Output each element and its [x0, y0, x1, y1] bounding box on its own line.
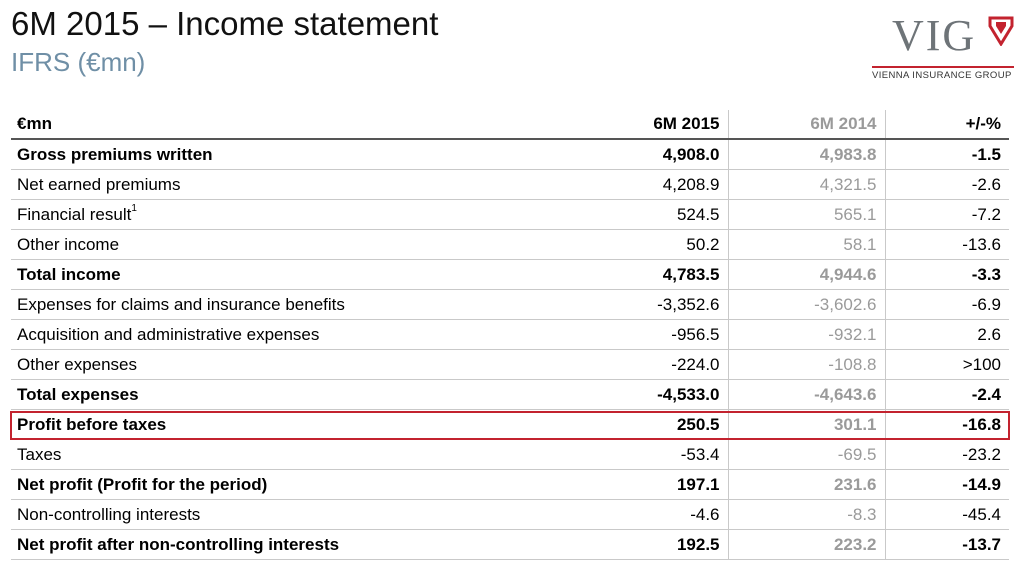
table-row	[11, 320, 1009, 350]
value-6m2014: 4,983.8	[728, 139, 885, 170]
row-label	[11, 410, 558, 440]
row-label-text: Other income	[17, 234, 120, 254]
logo-shield-icon	[988, 16, 1014, 46]
row-label-text: Expenses for claims and insurance benefits	[17, 294, 345, 314]
value-6m2015: 4,783.5	[558, 260, 728, 290]
value-6m2015: 4,208.9	[558, 170, 728, 200]
value-change: -14.9	[885, 470, 1009, 500]
row-label	[11, 530, 558, 560]
row-label-text: Total income	[17, 264, 121, 284]
value-6m2014: 223.2	[728, 530, 885, 560]
column-header-label: €mn	[11, 110, 558, 139]
row-label	[11, 260, 558, 290]
value-change: -2.4	[885, 380, 1009, 410]
table-row	[11, 139, 1009, 170]
value-change: -3.3	[885, 260, 1009, 290]
value-6m2015: 524.5	[558, 200, 728, 230]
value-change: -13.6	[885, 230, 1009, 260]
value-6m2015: -224.0	[558, 350, 728, 380]
value-6m2015: 4,908.0	[558, 139, 728, 170]
row-label	[11, 139, 558, 170]
value-6m2014: -4,643.6	[728, 380, 885, 410]
row-label-text: Gross premiums written	[17, 144, 213, 164]
value-change: -16.8	[885, 410, 1009, 440]
value-6m2014: 301.1	[728, 410, 885, 440]
page-title: 6M 2015 – Income statement	[11, 5, 439, 42]
row-label-text: Profit before taxes	[17, 414, 167, 434]
column-header-6m2014: 6M 2014	[728, 110, 885, 139]
value-6m2015: -3,352.6	[558, 290, 728, 320]
row-label	[11, 440, 558, 470]
value-6m2015: 192.5	[558, 530, 728, 560]
value-6m2014: -3,602.6	[728, 290, 885, 320]
value-change: 2.6	[885, 320, 1009, 350]
logo-rule	[872, 66, 1014, 68]
value-6m2014: -8.3	[728, 500, 885, 530]
value-6m2014: -108.8	[728, 350, 885, 380]
value-6m2015: -956.5	[558, 320, 728, 350]
row-label	[11, 230, 558, 260]
logo-text: VIG	[892, 11, 977, 60]
value-6m2014: 4,321.5	[728, 170, 885, 200]
value-6m2014: 58.1	[728, 230, 885, 260]
value-change: -6.9	[885, 290, 1009, 320]
value-6m2015: 250.5	[558, 410, 728, 440]
income-statement-table	[11, 110, 1009, 560]
row-label-text: Acquisition and administrative expenses	[17, 324, 320, 344]
value-change: -23.2	[885, 440, 1009, 470]
table-row	[11, 380, 1009, 410]
row-label-text: Net profit (Profit for the period)	[17, 474, 268, 494]
row-label	[11, 350, 558, 380]
value-6m2015: -53.4	[558, 440, 728, 470]
logo-subtitle: VIENNA INSURANCE GROUP	[872, 70, 1012, 81]
value-6m2014: 565.1	[728, 200, 885, 230]
row-label-text: Total expenses	[17, 384, 139, 404]
row-label	[11, 170, 558, 200]
row-label	[11, 470, 558, 500]
table-row	[11, 350, 1009, 380]
value-6m2014: 4,944.6	[728, 260, 885, 290]
table-row	[11, 470, 1009, 500]
value-change: -45.4	[885, 500, 1009, 530]
table-row	[11, 200, 1009, 230]
value-6m2015: 197.1	[558, 470, 728, 500]
table-row	[11, 440, 1009, 470]
table-row	[11, 170, 1009, 200]
row-label-text: Non-controlling interests	[17, 504, 201, 524]
value-6m2015: -4,533.0	[558, 380, 728, 410]
value-6m2014: -69.5	[728, 440, 885, 470]
column-header-change: +/-%	[885, 110, 1009, 139]
table-row	[11, 410, 1009, 440]
vig-logo	[870, 11, 1016, 84]
row-label-text: Net profit after non-controlling interests	[17, 534, 340, 554]
row-label	[11, 290, 558, 320]
value-change: -1.5	[885, 139, 1009, 170]
row-label	[11, 380, 558, 410]
table-row	[11, 230, 1009, 260]
table-row	[11, 260, 1009, 290]
row-label-text: Other expenses	[17, 354, 138, 374]
table-row	[11, 530, 1009, 560]
row-label	[11, 500, 558, 530]
table-row	[11, 500, 1009, 530]
row-label-text: Net earned premiums	[17, 174, 181, 194]
footnote-marker: 1	[131, 202, 137, 214]
table-header-row	[11, 110, 1009, 139]
page-subtitle: IFRS (€mn)	[11, 47, 146, 77]
row-label-text: Financial result	[17, 204, 132, 224]
value-change: -7.2	[885, 200, 1009, 230]
value-6m2014: 231.6	[728, 470, 885, 500]
row-label	[11, 320, 558, 350]
value-change: >100	[885, 350, 1009, 380]
table-row	[11, 290, 1009, 320]
value-6m2015: -4.6	[558, 500, 728, 530]
value-change: -2.6	[885, 170, 1009, 200]
value-6m2015: 50.2	[558, 230, 728, 260]
row-label	[11, 200, 558, 230]
column-header-6m2015: 6M 2015	[558, 110, 728, 139]
value-6m2014: -932.1	[728, 320, 885, 350]
row-label-text: Taxes	[17, 444, 62, 464]
value-change: -13.7	[885, 530, 1009, 560]
